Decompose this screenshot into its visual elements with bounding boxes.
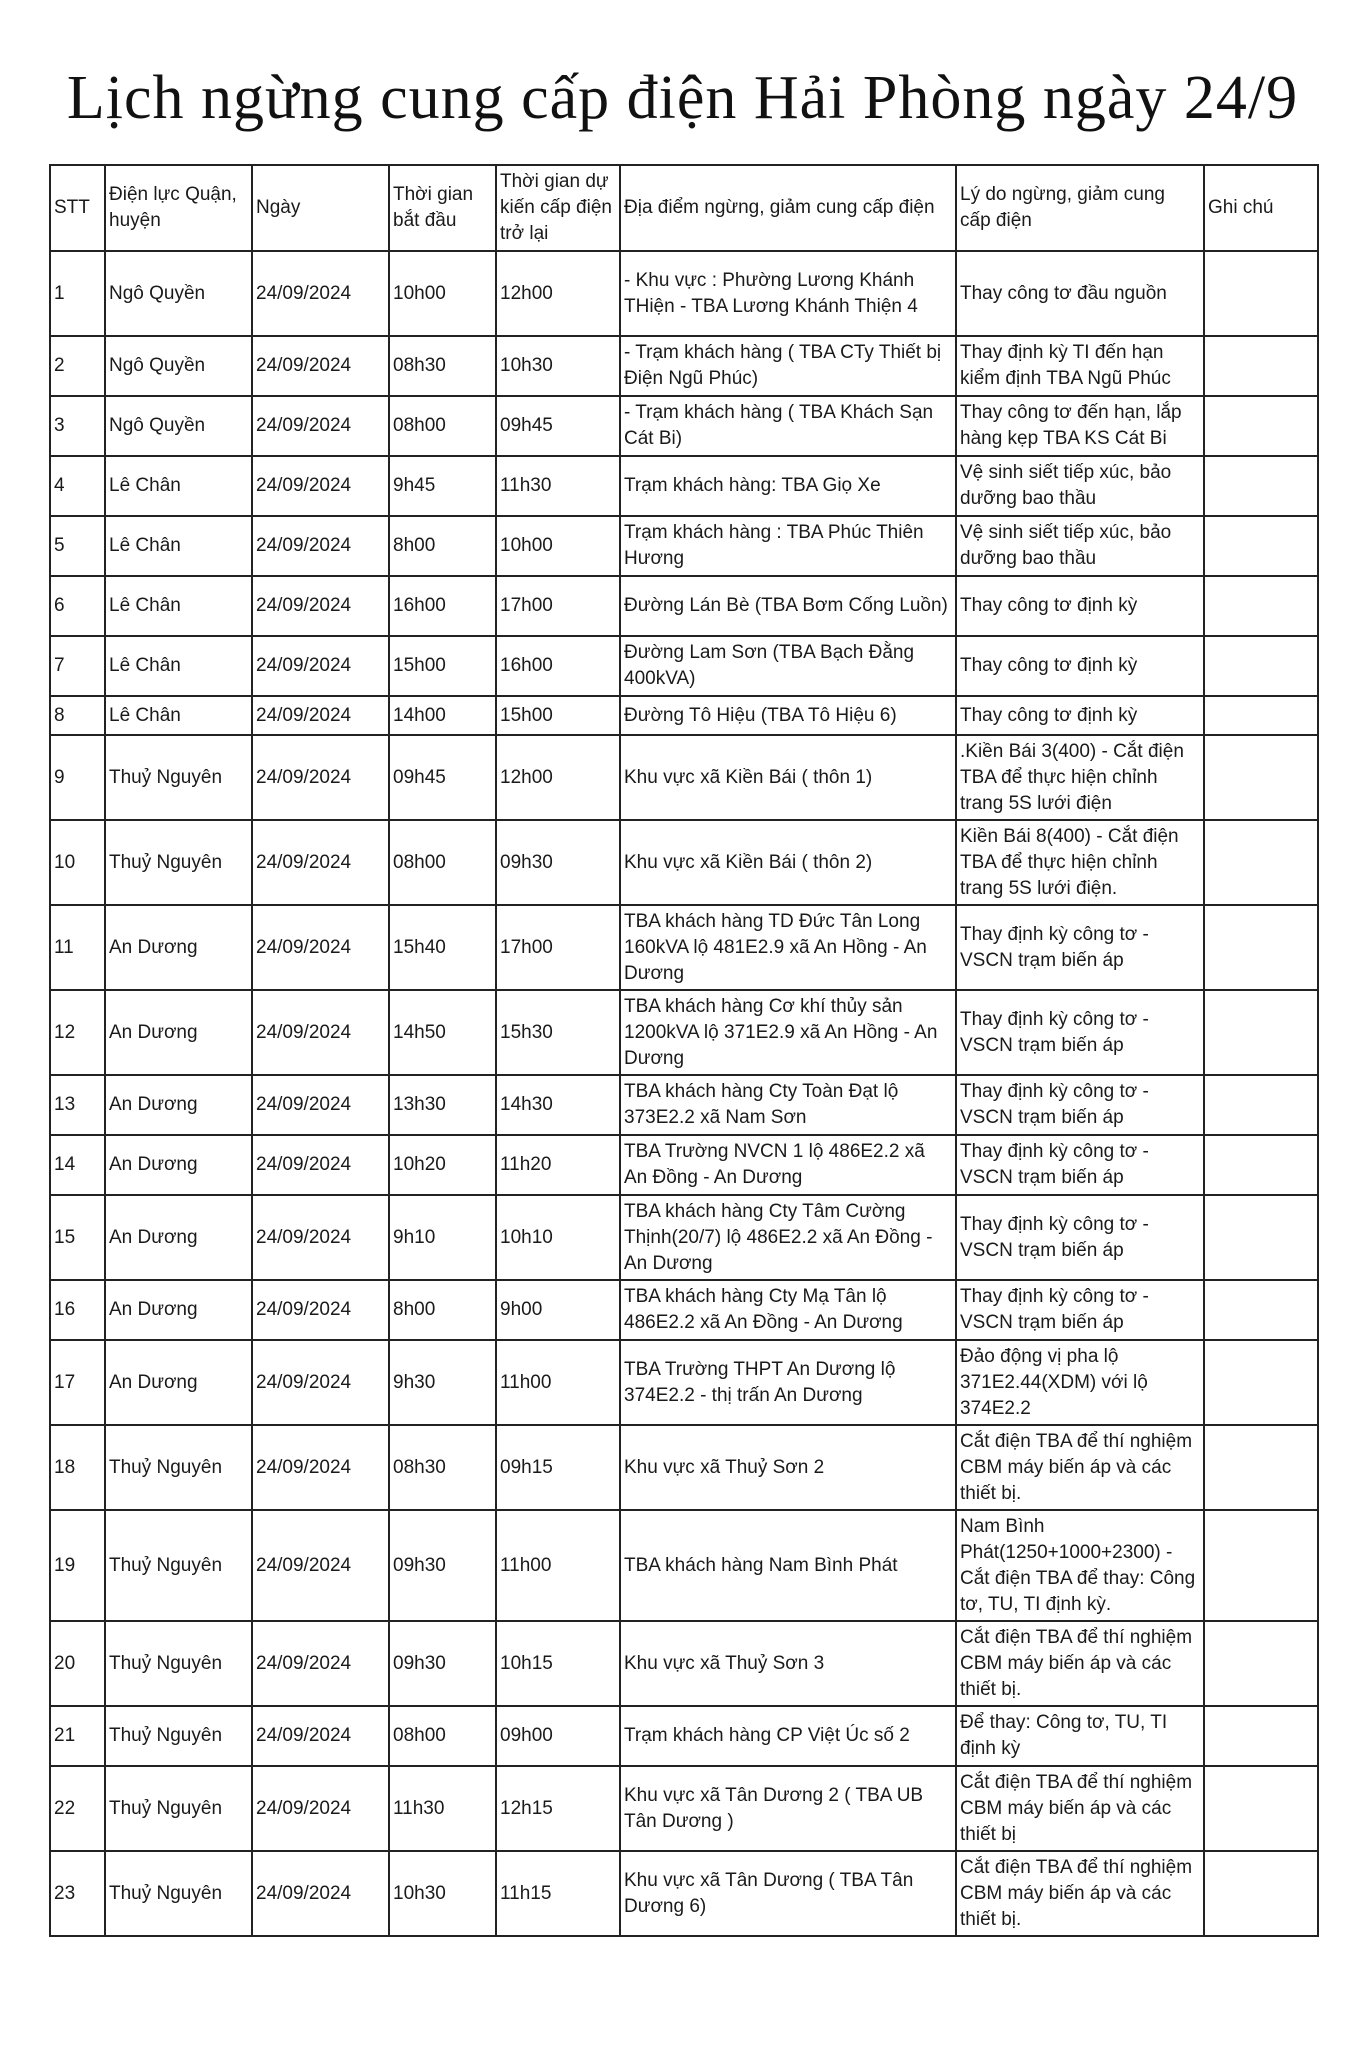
cell-notes	[1204, 576, 1318, 636]
cell-start-time: 16h00	[389, 576, 496, 636]
cell-location: TBA khách hàng Cơ khí thủy sản 1200kVA lộ 371E2.9 xã An Hồng - An Dương	[620, 990, 956, 1075]
cell-reason: .Kiền Bái 3(400) - Cắt điện TBA để thực hiện chỉnh trang 5S lưới điện	[956, 735, 1204, 820]
cell-district: Thuỷ Nguyên	[105, 1766, 252, 1851]
cell-stt: 14	[50, 1135, 105, 1195]
cell-notes	[1204, 735, 1318, 820]
cell-reason: Thay định kỳ công tơ - VSCN trạm biến áp	[956, 905, 1204, 990]
cell-restore-time: 11h00	[496, 1340, 620, 1425]
cell-location: - Trạm khách hàng ( TBA CTy Thiết bị Điện Ngũ Phúc)	[620, 336, 956, 396]
table-row	[50, 1510, 1318, 1621]
cell-reason: Thay định kỳ công tơ - VSCN trạm biến áp	[956, 990, 1204, 1075]
cell-start-time: 15h00	[389, 636, 496, 696]
table-row	[50, 1075, 1318, 1135]
cell-location: Khu vực xã Thuỷ Sơn 3	[620, 1621, 956, 1706]
cell-stt: 13	[50, 1075, 105, 1135]
cell-notes	[1204, 1135, 1318, 1195]
cell-stt: 6	[50, 576, 105, 636]
table-row	[50, 396, 1318, 456]
table-row	[50, 735, 1318, 820]
cell-date: 24/09/2024	[252, 905, 389, 990]
page-title: Lịch ngừng cung cấp điện Hải Phòng ngày 24/9	[66, 64, 1299, 132]
cell-stt: 22	[50, 1766, 105, 1851]
table-header-row	[50, 165, 1318, 251]
table-row	[50, 516, 1318, 576]
cell-reason: Thay định kỳ TI đến hạn kiểm định TBA Ngũ Phúc	[956, 336, 1204, 396]
cell-reason: Thay công tơ định kỳ	[956, 636, 1204, 696]
table-row	[50, 251, 1318, 336]
cell-location: - Trạm khách hàng ( TBA Khách Sạn Cát Bi)	[620, 396, 956, 456]
cell-start-time: 8h00	[389, 516, 496, 576]
cell-notes	[1204, 1851, 1318, 1936]
cell-notes	[1204, 1706, 1318, 1766]
table-row	[50, 696, 1318, 735]
cell-restore-time: 09h15	[496, 1425, 620, 1510]
cell-district: Lê Chân	[105, 636, 252, 696]
cell-start-time: 10h00	[389, 251, 496, 336]
cell-restore-time: 16h00	[496, 636, 620, 696]
cell-district: Thuỷ Nguyên	[105, 820, 252, 905]
cell-district: An Dương	[105, 1075, 252, 1135]
cell-notes	[1204, 1075, 1318, 1135]
cell-reason: Kiền Bái 8(400) - Cắt điện TBA để thực hiện chỉnh trang 5S lưới điện.	[956, 820, 1204, 905]
table-row	[50, 1135, 1318, 1195]
table-row	[50, 1706, 1318, 1766]
cell-date: 24/09/2024	[252, 336, 389, 396]
cell-district: Thuỷ Nguyên	[105, 735, 252, 820]
cell-stt: 1	[50, 251, 105, 336]
cell-restore-time: 12h15	[496, 1766, 620, 1851]
cell-notes	[1204, 1195, 1318, 1280]
table-row	[50, 990, 1318, 1075]
cell-stt: 3	[50, 396, 105, 456]
table-row	[50, 636, 1318, 696]
cell-restore-time: 11h30	[496, 456, 620, 516]
cell-stt: 15	[50, 1195, 105, 1280]
cell-stt: 21	[50, 1706, 105, 1766]
table-row	[50, 905, 1318, 990]
cell-start-time: 10h30	[389, 1851, 496, 1936]
cell-restore-time: 12h00	[496, 251, 620, 336]
cell-district: Thuỷ Nguyên	[105, 1621, 252, 1706]
table-row	[50, 1851, 1318, 1936]
cell-stt: 12	[50, 990, 105, 1075]
cell-stt: 17	[50, 1340, 105, 1425]
cell-district: Thuỷ Nguyên	[105, 1851, 252, 1936]
header-district: Điện lực Quận, huyện	[105, 165, 252, 251]
cell-district: An Dương	[105, 1280, 252, 1340]
cell-reason: Nam Bình Phát(1250+1000+2300) - Cắt điện TBA để thay: Công tơ, TU, TI định kỳ.	[956, 1510, 1204, 1621]
cell-district: Lê Chân	[105, 456, 252, 516]
cell-reason: Cắt điện TBA để thí nghiệm CBM máy biến áp và các thiết bị.	[956, 1621, 1204, 1706]
cell-date: 24/09/2024	[252, 1340, 389, 1425]
cell-notes	[1204, 696, 1318, 735]
cell-start-time: 10h20	[389, 1135, 496, 1195]
cell-restore-time: 09h30	[496, 820, 620, 905]
cell-date: 24/09/2024	[252, 1706, 389, 1766]
cell-reason: Đảo động vị pha lộ 371E2.44(XDM) với lộ 374E2.2	[956, 1340, 1204, 1425]
cell-date: 24/09/2024	[252, 396, 389, 456]
table-row	[50, 336, 1318, 396]
cell-restore-time: 17h00	[496, 905, 620, 990]
cell-stt: 23	[50, 1851, 105, 1936]
cell-reason: Thay định kỳ công tơ - VSCN trạm biến áp	[956, 1280, 1204, 1340]
cell-date: 24/09/2024	[252, 251, 389, 336]
cell-district: Thuỷ Nguyên	[105, 1425, 252, 1510]
cell-restore-time: 15h00	[496, 696, 620, 735]
cell-location: Khu vực xã Kiền Bái ( thôn 2)	[620, 820, 956, 905]
header-date: Ngày	[252, 165, 389, 251]
cell-start-time: 08h00	[389, 820, 496, 905]
cell-stt: 10	[50, 820, 105, 905]
cell-location: Đường Lán Bè (TBA Bơm Cống Luồn)	[620, 576, 956, 636]
cell-reason: Vệ sinh siết tiếp xúc, bảo dưỡng bao thầu	[956, 456, 1204, 516]
cell-date: 24/09/2024	[252, 1280, 389, 1340]
table-row	[50, 1425, 1318, 1510]
cell-date: 24/09/2024	[252, 990, 389, 1075]
cell-district: Ngô Quyền	[105, 336, 252, 396]
cell-stt: 9	[50, 735, 105, 820]
table-row	[50, 1340, 1318, 1425]
cell-start-time: 8h00	[389, 1280, 496, 1340]
cell-location: Khu vực xã Kiền Bái ( thôn 1)	[620, 735, 956, 820]
cell-stt: 16	[50, 1280, 105, 1340]
cell-start-time: 15h40	[389, 905, 496, 990]
cell-location: Đường Tô Hiệu (TBA Tô Hiệu 6)	[620, 696, 956, 735]
cell-date: 24/09/2024	[252, 1510, 389, 1621]
cell-stt: 19	[50, 1510, 105, 1621]
cell-location: TBA khách hàng Nam Bình Phát	[620, 1510, 956, 1621]
cell-date: 24/09/2024	[252, 1135, 389, 1195]
outage-schedule-table	[49, 164, 1319, 1937]
table-row	[50, 576, 1318, 636]
cell-start-time: 9h45	[389, 456, 496, 516]
cell-reason: Vệ sinh siết tiếp xúc, bảo dưỡng bao thầu	[956, 516, 1204, 576]
cell-date: 24/09/2024	[252, 636, 389, 696]
cell-start-time: 11h30	[389, 1766, 496, 1851]
cell-restore-time: 12h00	[496, 735, 620, 820]
cell-location: Khu vực xã Tân Dương ( TBA Tân Dương 6)	[620, 1851, 956, 1936]
cell-reason: Thay công tơ đến hạn, lắp hàng kẹp TBA KS Cát Bi	[956, 396, 1204, 456]
header-restore-time: Thời gian dự kiến cấp điện trở lại	[496, 165, 620, 251]
cell-district: Ngô Quyền	[105, 251, 252, 336]
cell-notes	[1204, 1766, 1318, 1851]
cell-notes	[1204, 1340, 1318, 1425]
cell-restore-time: 10h00	[496, 516, 620, 576]
cell-district: Lê Chân	[105, 516, 252, 576]
cell-notes	[1204, 396, 1318, 456]
cell-district: An Dương	[105, 905, 252, 990]
cell-restore-time: 11h15	[496, 1851, 620, 1936]
cell-start-time: 08h30	[389, 336, 496, 396]
cell-reason: Thay công tơ định kỳ	[956, 576, 1204, 636]
cell-notes	[1204, 990, 1318, 1075]
cell-reason: Thay công tơ đầu nguồn	[956, 251, 1204, 336]
cell-restore-time: 17h00	[496, 576, 620, 636]
cell-date: 24/09/2024	[252, 1075, 389, 1135]
cell-location: TBA khách hàng Cty Tâm Cường Thịnh(20/7) lộ 486E2.2 xã An Đồng - An Dương	[620, 1195, 956, 1280]
cell-date: 24/09/2024	[252, 516, 389, 576]
cell-district: An Dương	[105, 1340, 252, 1425]
cell-notes	[1204, 820, 1318, 905]
cell-date: 24/09/2024	[252, 576, 389, 636]
cell-start-time: 09h30	[389, 1510, 496, 1621]
cell-location: Đường Lam Sơn (TBA Bạch Đằng 400kVA)	[620, 636, 956, 696]
cell-notes	[1204, 1280, 1318, 1340]
cell-location: TBA khách hàng TD Đức Tân Long 160kVA lộ 481E2.9 xã An Hồng - An Dương	[620, 905, 956, 990]
cell-reason: Thay định kỳ công tơ - VSCN trạm biến áp	[956, 1195, 1204, 1280]
cell-notes	[1204, 336, 1318, 396]
cell-stt: 5	[50, 516, 105, 576]
cell-restore-time: 15h30	[496, 990, 620, 1075]
cell-notes	[1204, 1621, 1318, 1706]
cell-restore-time: 11h00	[496, 1510, 620, 1621]
cell-notes	[1204, 456, 1318, 516]
cell-date: 24/09/2024	[252, 1425, 389, 1510]
cell-date: 24/09/2024	[252, 820, 389, 905]
cell-location: Khu vực xã Tân Dương 2 ( TBA UB Tân Dương )	[620, 1766, 956, 1851]
cell-start-time: 08h30	[389, 1425, 496, 1510]
header-start-time: Thời gian bắt đầu	[389, 165, 496, 251]
cell-notes	[1204, 251, 1318, 336]
cell-district: Lê Chân	[105, 576, 252, 636]
cell-district: Ngô Quyền	[105, 396, 252, 456]
cell-location: Khu vực xã Thuỷ Sơn 2	[620, 1425, 956, 1510]
cell-start-time: 09h45	[389, 735, 496, 820]
cell-date: 24/09/2024	[252, 1621, 389, 1706]
cell-reason: Thay định kỳ công tơ - VSCN trạm biến áp	[956, 1135, 1204, 1195]
cell-restore-time: 9h00	[496, 1280, 620, 1340]
cell-start-time: 13h30	[389, 1075, 496, 1135]
cell-district: An Dương	[105, 1195, 252, 1280]
cell-date: 24/09/2024	[252, 696, 389, 735]
cell-notes	[1204, 905, 1318, 990]
cell-start-time: 14h50	[389, 990, 496, 1075]
cell-district: Lê Chân	[105, 696, 252, 735]
cell-district: An Dương	[105, 1135, 252, 1195]
cell-notes	[1204, 1425, 1318, 1510]
cell-notes	[1204, 636, 1318, 696]
cell-restore-time: 14h30	[496, 1075, 620, 1135]
cell-reason: Cắt điện TBA để thí nghiệm CBM máy biến áp và các thiết bị	[956, 1766, 1204, 1851]
table-body	[50, 251, 1318, 1936]
cell-restore-time: 09h00	[496, 1706, 620, 1766]
cell-restore-time: 09h45	[496, 396, 620, 456]
cell-date: 24/09/2024	[252, 1766, 389, 1851]
cell-start-time: 14h00	[389, 696, 496, 735]
cell-start-time: 9h10	[389, 1195, 496, 1280]
cell-stt: 11	[50, 905, 105, 990]
cell-notes	[1204, 516, 1318, 576]
cell-stt: 4	[50, 456, 105, 516]
cell-date: 24/09/2024	[252, 1851, 389, 1936]
header-notes: Ghi chú	[1204, 165, 1318, 251]
cell-district: An Dương	[105, 990, 252, 1075]
cell-location: Trạm khách hàng CP Việt Úc số 2	[620, 1706, 956, 1766]
cell-date: 24/09/2024	[252, 456, 389, 516]
cell-start-time: 08h00	[389, 1706, 496, 1766]
cell-restore-time: 11h20	[496, 1135, 620, 1195]
cell-location: - Khu vực : Phường Lương Khánh THiện - TBA Lương Khánh Thiện 4	[620, 251, 956, 336]
cell-reason: Thay công tơ định kỳ	[956, 696, 1204, 735]
cell-reason: Thay định kỳ công tơ - VSCN trạm biến áp	[956, 1075, 1204, 1135]
table-row	[50, 1195, 1318, 1280]
cell-start-time: 08h00	[389, 396, 496, 456]
cell-reason: Cắt điện TBA để thí nghiệm CBM máy biến áp và các thiết bị.	[956, 1851, 1204, 1936]
table-row	[50, 1280, 1318, 1340]
cell-reason: Cắt điện TBA để thí nghiệm CBM máy biến áp và các thiết bị.	[956, 1425, 1204, 1510]
cell-location: TBA Trường THPT An Dương lộ 374E2.2 - thị trấn An Dương	[620, 1340, 956, 1425]
cell-restore-time: 10h10	[496, 1195, 620, 1280]
header-location: Địa điểm ngừng, giảm cung cấp điện	[620, 165, 956, 251]
header-stt: STT	[50, 165, 105, 251]
cell-notes	[1204, 1510, 1318, 1621]
cell-reason: Để thay: Công tơ, TU, TI định kỳ	[956, 1706, 1204, 1766]
cell-restore-time: 10h30	[496, 336, 620, 396]
cell-location: TBA Trường NVCN 1 lộ 486E2.2 xã An Đồng - An Dương	[620, 1135, 956, 1195]
table-row	[50, 1621, 1318, 1706]
cell-district: Thuỷ Nguyên	[105, 1706, 252, 1766]
table-row	[50, 456, 1318, 516]
cell-stt: 8	[50, 696, 105, 735]
cell-date: 24/09/2024	[252, 1195, 389, 1280]
cell-start-time: 09h30	[389, 1621, 496, 1706]
table-row	[50, 1766, 1318, 1851]
table-row	[50, 820, 1318, 905]
cell-stt: 18	[50, 1425, 105, 1510]
cell-date: 24/09/2024	[252, 735, 389, 820]
cell-district: Thuỷ Nguyên	[105, 1510, 252, 1621]
cell-stt: 2	[50, 336, 105, 396]
cell-stt: 20	[50, 1621, 105, 1706]
cell-location: TBA khách hàng Cty Toàn Đạt lộ 373E2.2 xã Nam Sơn	[620, 1075, 956, 1135]
cell-location: TBA khách hàng Cty Mạ Tân lộ 486E2.2 xã An Đồng - An Dương	[620, 1280, 956, 1340]
cell-start-time: 9h30	[389, 1340, 496, 1425]
cell-location: Trạm khách hàng: TBA Giọ Xe	[620, 456, 956, 516]
cell-stt: 7	[50, 636, 105, 696]
header-reason: Lý do ngừng, giảm cung cấp điện	[956, 165, 1204, 251]
cell-location: Trạm khách hàng : TBA Phúc Thiên Hương	[620, 516, 956, 576]
cell-restore-time: 10h15	[496, 1621, 620, 1706]
